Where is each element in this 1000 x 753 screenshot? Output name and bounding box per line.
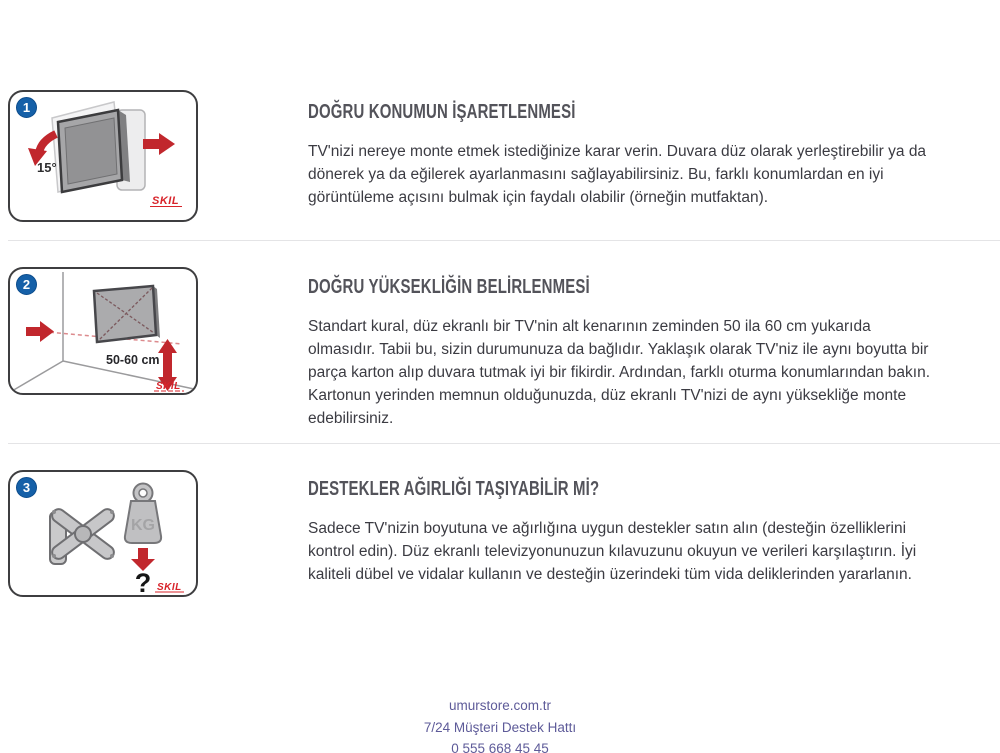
step-2-body: Standart kural, düz ekranlı bir TV'nin alt kenarının zeminden 50 ila 60 cm yukarıda olmasıdır. Tabii bu, sizin durumunuza da bağlıdır. Yaklaşık olarak TV'niz ile aynı boyutta bir parça karton alıp duvara tutmak iyi bir fikirdir. Ardından, farklı oturma konumlarından bakın. Kartonun yerinden memnun olduğunuzda, düz ekranlı TV'nizi de aynı yüksekliğe monte edebilirsiniz. [308,318,931,427]
footer-support-line: 7/24 Müşteri Destek Hattı [423,719,577,735]
skil-logo: SKIL [152,195,180,207]
section-divider [8,443,1000,444]
step-2-title-text: DOĞRU YÜKSEKLİĞİN BELİRLENMESİ [308,275,590,298]
step-3-title-text: DESTEKLER AĞIRLIĞI TAŞIYABİLİR Mİ? [308,477,600,500]
step-3-body: Sadece TV'nizin boyutuna ve ağırlığına uygun destekler satın alın (desteğin özelliklerini kontrol edin). Düz ekranlı televizyonunuzun kılavuzunu okuyun ve verileri karşılaştırın. İyi kaliteli dübel ve vidalar kullanın ve desteğin üzerindeki tüm vida deliklerinden yararlanın. [308,520,917,583]
step-3-title [308,477,707,501]
skil-logo: SKIL [156,381,181,392]
bracket-weight-illustration [10,472,196,595]
weight-icon [125,484,161,544]
level-right-arrow-icon [26,321,54,342]
footer-website: umurstore.com.tr [448,698,552,713]
step-2-number-badge: 2 [16,274,37,295]
section-divider [8,240,1000,241]
step-3-illustration-box [8,470,198,597]
footer-phone: 0 555 668 45 45 [451,741,549,753]
tv-tilt-illustration [10,92,196,220]
skil-logo: SKIL [157,582,182,593]
tv-height-illustration [10,269,196,393]
tilt-angle-label: 15° [37,160,57,175]
step-1-body: TV'nizi nereye monte etmek istediğinize karar verin. Duvara düz olarak yerleştirebilir ya da dönerek ya da eğilerek ayarlanmasını sağlayabilirsiniz. Bu, farklı konumlardan en iyi görüntüleme açısını bulmak için faydalı olabilir (örneğin mutfaktan). [308,143,927,206]
height-label: 50-60 cm [106,353,160,367]
step-2-title [308,275,694,299]
kg-label: KG [131,517,155,534]
store-footer [0,695,1000,753]
step-1-number-badge: 1 [16,97,37,118]
step-1-title [308,100,674,124]
question-mark-label: ? [134,568,152,595]
step-1-illustration-box [8,90,198,222]
pull-out-right-arrow-icon [143,133,175,155]
step-3-number-badge: 3 [16,477,37,498]
step-1-title-text: DOĞRU KONUMUN İŞARETLENMESİ [308,100,576,123]
step-2-illustration-box [8,267,198,395]
